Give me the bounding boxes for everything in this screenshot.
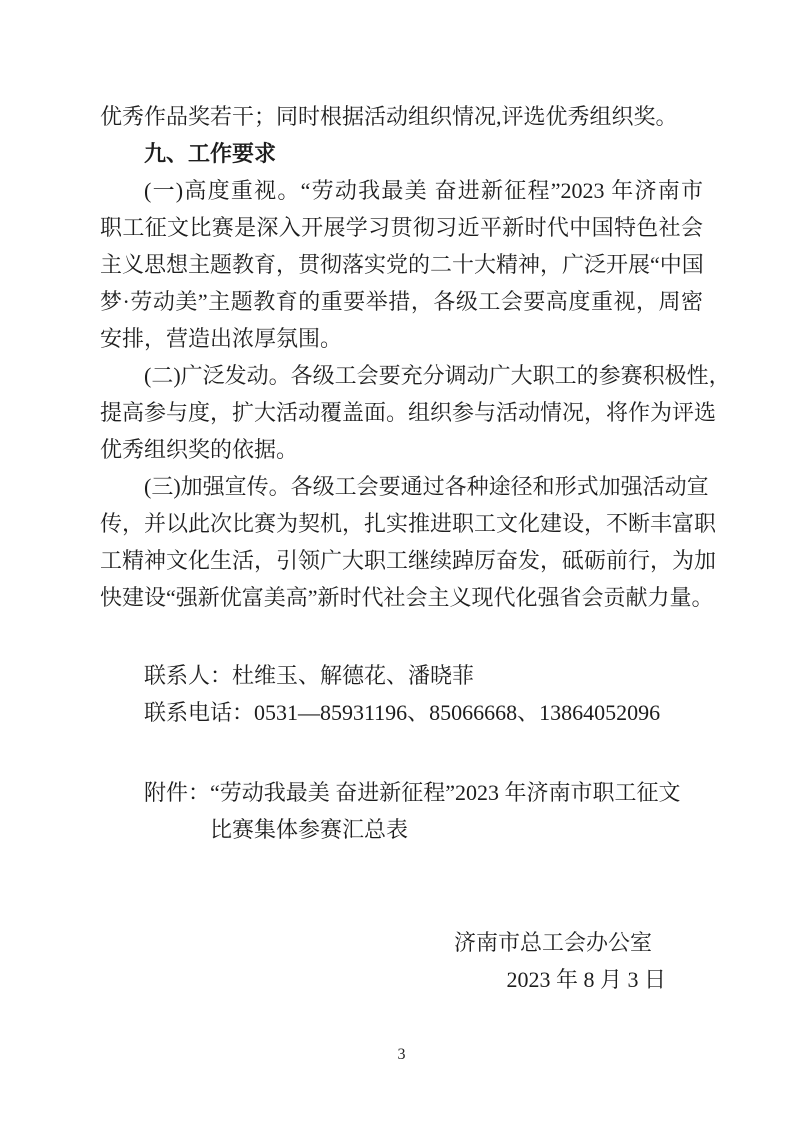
paragraph-high-attention	[100, 172, 703, 357]
contact-block	[100, 657, 703, 731]
text-line: 安排，营造出浓厚氛围。	[100, 326, 343, 351]
attachment-note	[100, 774, 703, 848]
contact-person-line: 联系人：杜维玉、解德花、潘晓菲	[144, 663, 475, 688]
text-line: (二)广泛发动。各级工会要充分调动广大职工的参赛积极性，	[144, 363, 731, 388]
text-line: 传，并以此次比赛为契机，扎实推进职工文化建设，不断丰富职	[100, 511, 717, 536]
text-line: 快建设“强新优富美高”新时代社会主义现代化强省会贡献力量。	[100, 585, 714, 610]
paragraph-broad-mobilization	[100, 357, 731, 468]
text-line: 提高参与度，扩大活动覆盖面。组织参与活动情况，将作为评选	[100, 400, 717, 425]
text-line: 优秀组织奖的依据。	[100, 437, 299, 462]
attachment-title-lines	[210, 774, 681, 848]
intro-continuation-line: 优秀作品奖若干；同时根据活动组织情况,评选优秀组织奖。	[100, 104, 678, 129]
text-line: “劳动我最美 奋进新征程”2023 年济南市职工征文	[210, 780, 681, 805]
signature-organization: 济南市总工会办公室	[453, 930, 652, 955]
attachment-label: 附件：	[144, 780, 211, 805]
signature-date: 2023 年 8 月 3 日	[506, 967, 666, 992]
text-line: (一)高度重视。“劳动我最美 奋进新征程”2023 年济南市	[144, 178, 703, 203]
text-line: 主义思想主题教育，贯彻落实党的二十大精神，广泛开展“中国	[100, 252, 704, 277]
text-line: 职工征文比赛是深入开展学习贯彻习近平新时代中国特色社会	[100, 215, 703, 240]
text-line: 工精神文化生活，引领广大职工继续踔厉奋发，砥砺前行，为加	[100, 548, 717, 573]
signature-block	[100, 924, 703, 998]
text-line: (三)加强宣传。各级工会要通过各种途径和形式加强活动宣	[144, 474, 709, 499]
text-line: 梦·劳动美”主题教育的重要举措，各级工会要高度重视，周密	[100, 289, 703, 314]
paragraph-strengthen-publicity	[100, 468, 717, 616]
text-line: 比赛集体参赛汇总表	[210, 817, 409, 842]
page-number: 3	[397, 1046, 406, 1063]
contact-phone-line: 联系电话：0531—85931196、85066668、13864052096	[144, 700, 661, 725]
section-heading: 九、工作要求	[144, 141, 277, 166]
